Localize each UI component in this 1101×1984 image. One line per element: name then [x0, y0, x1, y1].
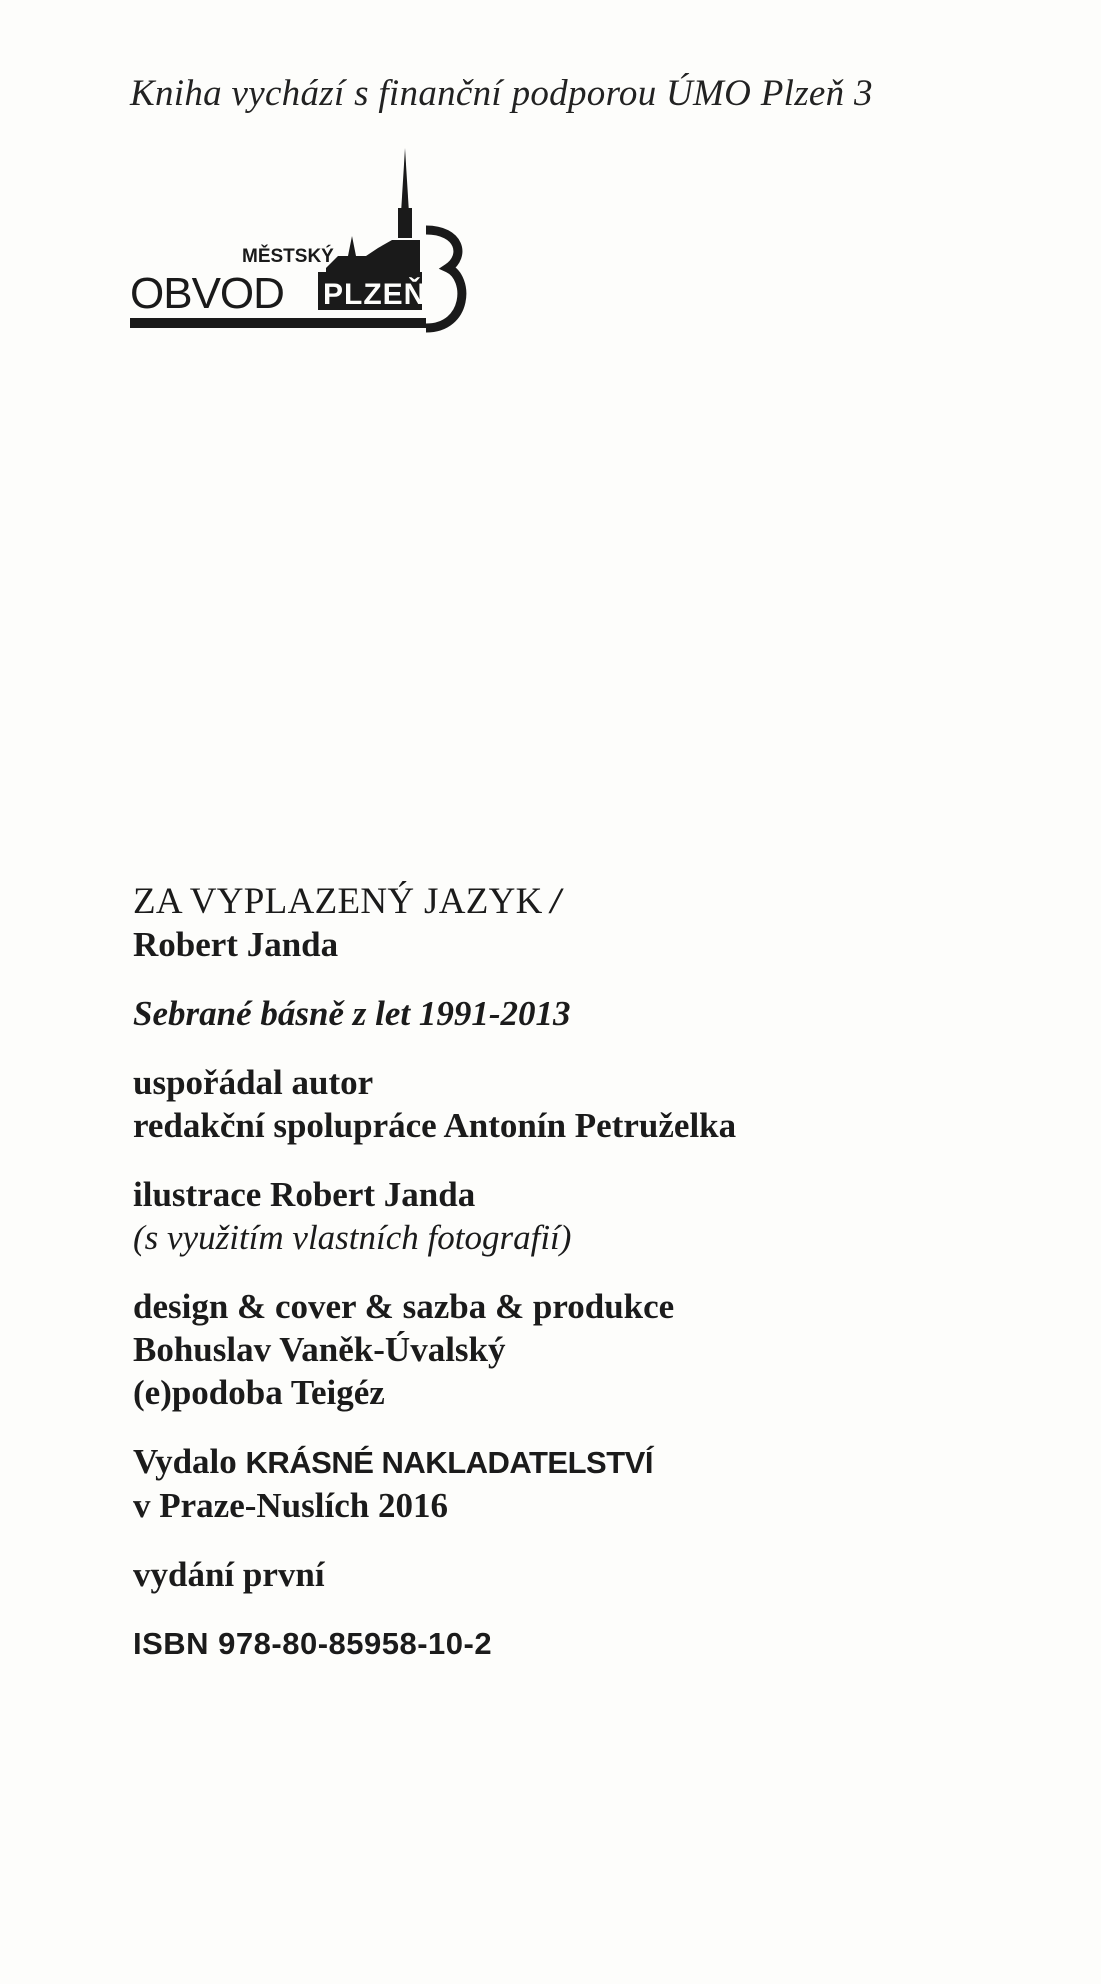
design-credit: design & cover & sazba & produkce [133, 1287, 675, 1326]
publisher-line [133, 1440, 1033, 1484]
mestsky-obvod-plzen-3-logo-icon [130, 148, 470, 333]
logo-main-text: OBVOD [130, 269, 284, 318]
subtitle: Sebrané básně z let 1991-2013 [133, 994, 571, 1033]
edition: vydání první [133, 1555, 325, 1594]
support-note: Kniha vychází s finanční podporou ÚMO Plzeň 3 [130, 73, 873, 114]
arranged-by: uspořádal autor [133, 1063, 374, 1102]
designer-name: Bohuslav Vaněk-Úvalský [133, 1330, 506, 1369]
colophon [133, 880, 1033, 1665]
municipal-district-logo [130, 148, 470, 333]
publisher-name: KRÁSNÉ NAKLADATELSTVÍ [245, 1445, 653, 1480]
logo-box-text: PLZEŇ [323, 278, 427, 311]
isbn: ISBN 978-80-85958-10-2 [133, 1626, 493, 1661]
publisher-prefix: Vydalo [133, 1442, 237, 1481]
author: Robert Janda [133, 925, 339, 964]
title-mark: / [550, 881, 562, 922]
e-version-credit: (e)podoba Teigéz [133, 1373, 385, 1412]
book-title-line [133, 880, 1033, 923]
book-title: ZA VYPLAZENÝ JAZYK [133, 881, 543, 922]
illustration-note: (s využitím vlastních fotografií) [133, 1218, 572, 1257]
editorial-cooperation: redakční spolupráce Antonín Petruželka [133, 1106, 737, 1145]
place-year: v Praze-Nuslích 2016 [133, 1486, 448, 1525]
illustration-credit: ilustrace Robert Janda [133, 1175, 476, 1214]
logo-small-text: MĚSTSKÝ [242, 246, 334, 267]
